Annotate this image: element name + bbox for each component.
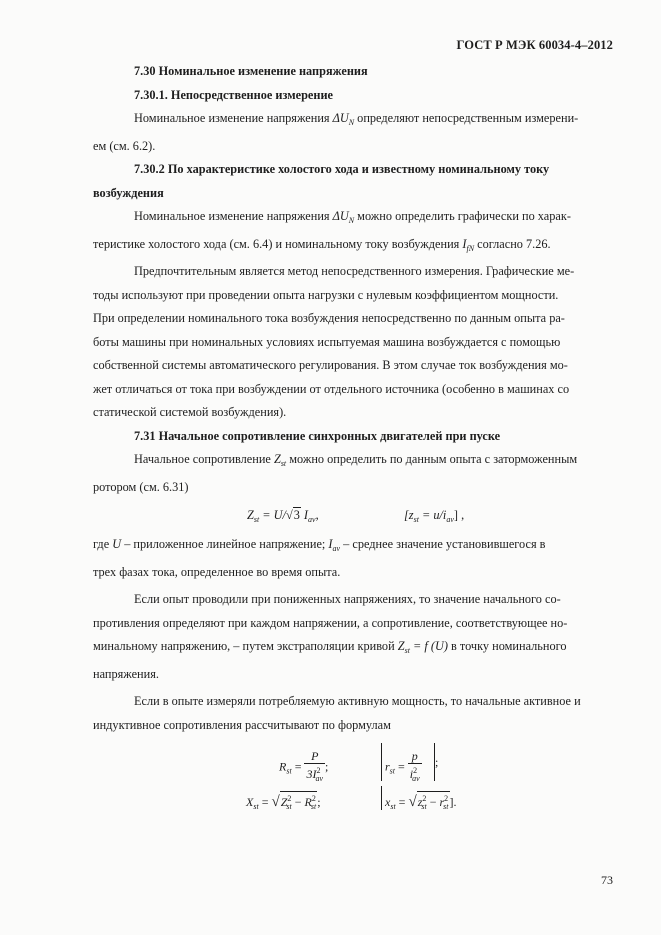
preferred-method-line: жет отличаться от тока при возбуждении от отдельного источника (особенно в машинах со xyxy=(93,381,570,396)
section-7-30-2-text: Номинальное изменение напряжения $\Delta U_N$ можно определить графически по харак- xyxy=(134,209,571,225)
preferred-method-line: тоды используют при проведении опыта нагрузки с нулевым коэффициентом мощности. xyxy=(93,287,559,302)
low-voltage-line: противления определяют при каждом напряжении, а сопротивление, соответствующее но- xyxy=(93,615,568,630)
preferred-method-line: статической системой возбуждения). xyxy=(93,405,287,419)
section-7-30-1-text: Номинальное изменение напряжения $\Delta U_N$ определяют непосредственным измерени- xyxy=(134,111,579,127)
section-7-31-text: Начальное сопротивление $Z_{st}$ можно определить по данным опыта с заторможенным xyxy=(134,452,578,468)
low-voltage-line: напряжения. xyxy=(93,666,159,681)
x-lowercase-formula: $x_{st} = √z^2_{st} - r^2_{st}$]. xyxy=(385,791,457,819)
section-7-30-1-text-cont: ем (см. 6.2). xyxy=(93,138,156,153)
page-number: 73 xyxy=(601,873,613,887)
preferred-method-paragraph: Предпочтительным является метод непосредственного измерения. Графические ме- xyxy=(134,264,575,278)
r-lowercase-formula: $r_{st}$ = $\frac{p}{i^2_{av}}$ xyxy=(385,749,422,786)
section-7-30-1-title: 7.30.1. Непосредственное измерение xyxy=(134,87,334,102)
section-7-30-2-title-cont: возбуждения xyxy=(93,185,164,200)
section-7-31-title: 7.31 Начальное сопротивление синхронных двигателей при пуске xyxy=(134,428,501,443)
zst-formula-main: $Z_{st} = U/√3$ $I_{av}$, xyxy=(247,508,319,524)
low-voltage-line: минальному напряжению, – путем экстраполяции кривой $Z_{st} = f$ (U) в точку номинального xyxy=(93,639,567,655)
zst-formula-lowercase: $[z_{st} = u/i_{av}]$ , xyxy=(404,508,465,524)
preferred-method-line: При определении номинального тока возбуждения непосредственно по данным опыта ра- xyxy=(93,311,565,325)
section-7-31-text-cont: ротором (см. 6.31) xyxy=(93,479,189,494)
section-7-30-2-text-cont: теристике холостого хода (см. 6.4) и номинальному току возбуждения $I_{fN}$ согласно 7.26. xyxy=(93,236,551,253)
page-content xyxy=(93,60,620,839)
preferred-method-line: боты машины при номинальных условиях испытуемая машина возбуждается с помощью xyxy=(93,334,561,349)
active-power-line: индуктивное сопротивления рассчитывают по формулам xyxy=(93,717,391,732)
document-header: ГОСТ Р МЭК 60034-4–2012 xyxy=(456,38,613,52)
where-explanation-cont: трех фазах тока, определенное во время опыта. xyxy=(93,564,341,579)
low-voltage-paragraph: Если опыт проводили при пониженных напряжениях, то значение начального со- xyxy=(134,592,561,606)
active-power-paragraph: Если в опыте измеряли потребляемую активную мощность, то начальные активное и xyxy=(134,694,581,708)
xst-formula: $X_{st} = √Z^2_{st} - R^2_{st}$; xyxy=(246,791,321,819)
where-explanation: где U – приложенное линейное напряжение; $I_{av}$ – среднее значение установившегося в xyxy=(93,537,546,553)
r-bracket-end: ; xyxy=(435,755,439,769)
zst-formula xyxy=(93,499,620,533)
resistance-formulas xyxy=(93,743,620,839)
section-7-30-title: 7.30 Номинальное изменение напряжения xyxy=(134,64,368,78)
preferred-method-line: собственной системы автоматического регулирования. В этом случае ток возбуждения мо- xyxy=(93,358,568,372)
section-7-30-2-title: 7.30.2 По характеристике холостого хода и известному номинальному току xyxy=(134,162,550,176)
rst-formula: $R_{st}$ = $\frac{P}{3I^2_{av}}$ ; xyxy=(279,749,328,786)
